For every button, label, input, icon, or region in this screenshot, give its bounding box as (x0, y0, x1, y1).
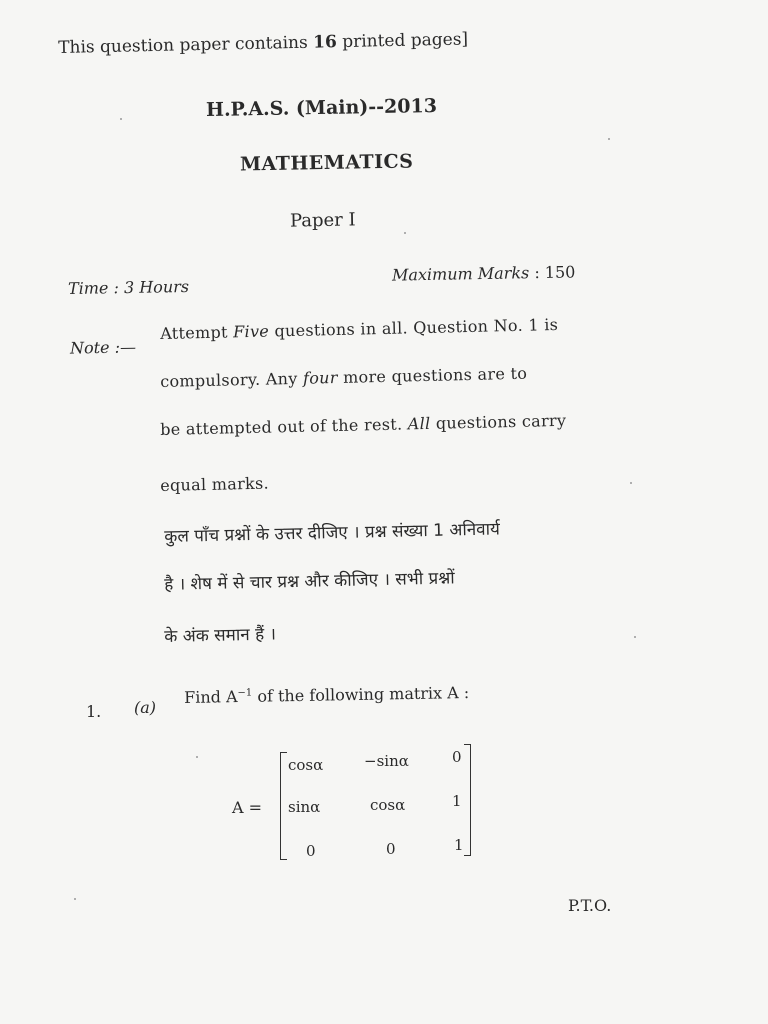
page-count-note (58, 29, 468, 58)
matrix-right-bracket (464, 744, 471, 856)
please-turn-over: P.T.O. (568, 896, 612, 915)
matrix-left-bracket (280, 752, 287, 860)
scan-speck (120, 118, 122, 120)
matrix-cell: cosα (370, 796, 406, 814)
question-text-end: of the following matrix A : (252, 683, 470, 706)
hindi-note-line-1: कुल पाँच प्रश्नों के उत्तर दीजिए । प्रश्न संख्या 1 अनिवार्य (164, 519, 501, 547)
hindi-note-line-3: के अंक समान हैं । (164, 624, 277, 647)
note-line-4: equal marks. (160, 473, 270, 495)
note-emphasis: All (407, 413, 431, 434)
time-value: 3 Hours (123, 276, 190, 298)
matrix-cell: sinα (288, 798, 321, 816)
matrix-cell: −sinα (364, 752, 409, 770)
subject-title: MATHEMATICS (239, 150, 414, 176)
note-emphasis: four (302, 367, 338, 388)
note-text: questions in all. Question No. 1 is (268, 314, 559, 341)
matrix-cell: 0 (386, 840, 396, 858)
matrix-cell: 1 (454, 836, 464, 854)
matrix-cell: 0 (306, 842, 316, 860)
marks-label: Maximum Marks (391, 263, 530, 285)
inverse-superscript: −1 (237, 687, 253, 699)
scan-speck (404, 232, 406, 234)
note-text: questions carry (430, 410, 567, 433)
paper-title: Paper I (289, 209, 356, 232)
marks-value: : 150 (529, 262, 576, 283)
note-text: more questions are to (337, 363, 528, 387)
matrix-cell: cosα (288, 756, 324, 774)
note-line-2 (160, 364, 527, 391)
maximum-marks (392, 262, 576, 284)
note-emphasis: Five (232, 321, 270, 342)
scan-speck (196, 756, 198, 758)
page-count-suffix: printed pages] (336, 29, 469, 53)
page-count-number: 16 (312, 32, 338, 53)
note-text: be attempted out of the rest. (160, 414, 408, 439)
note-text: Attempt (160, 322, 234, 343)
note-line-3 (160, 411, 566, 439)
time-label: Time : (67, 278, 125, 299)
scan-speck (608, 138, 610, 140)
matrix-cell: 0 (452, 748, 462, 766)
scan-speck (74, 898, 76, 900)
scan-speck (634, 636, 636, 638)
time-allowed (68, 277, 189, 298)
note-line-1 (160, 315, 558, 343)
matrix-cell: 1 (452, 792, 462, 810)
exam-title: H.P.A.S. (Main)--2013 (205, 94, 438, 122)
note-text: compulsory. Any (160, 368, 304, 391)
question-number: 1. (86, 702, 102, 721)
question-text (184, 683, 469, 707)
page-count-text: This question paper contains (58, 32, 314, 58)
question-part: (a) (134, 698, 157, 717)
matrix-label: A = (232, 798, 263, 817)
scan-speck (630, 482, 632, 484)
note-label: Note :— (69, 337, 137, 358)
question-text-start: Find A (184, 687, 238, 707)
hindi-note-line-2: है । शेष में से चार प्रश्न और कीजिए । सभी प्रश्नों (164, 568, 455, 595)
